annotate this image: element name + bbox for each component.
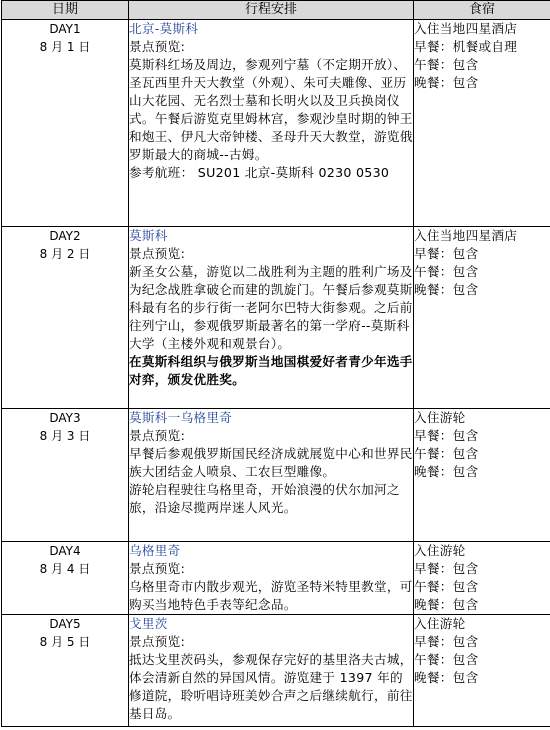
day-date: 8 月 2 日 [39,247,91,261]
plan-cell [129,615,414,727]
meals-cell [414,542,550,615]
route-title: 莫斯科 [129,228,168,243]
day-number: DAY5 [49,617,81,631]
day-date: 8 月 1 日 [39,40,91,54]
day-date: 8 月 5 日 [39,635,91,649]
preview-label: 景点预览: [129,428,186,443]
header-plan: 行程安排 [129,1,414,20]
flight-info: 参考航班： SU201 北京-莫斯科 0230 0530 [129,165,390,180]
lodging-text: 入住当地四星酒店 [414,228,518,243]
preview-label: 景点预览: [129,561,186,576]
day-date: 8 月 3 日 [39,429,91,443]
preview-label: 景点预览: [129,246,186,261]
preview-label: 景点预览: [129,634,186,649]
meals-cell [414,409,550,542]
plan-paragraph: 游轮启程驶往乌格里奇，开始浪漫的伏尔加河之旅，沿途尽揽两岸迷人风光。 [129,482,400,515]
lodging-text: 入住游轮 [414,543,466,558]
lodging-text: 入住游轮 [414,410,466,425]
highlight-text: 在莫斯科组织与俄罗斯当地国棋爱好者青少年选手对弈，颁发优胜奖。 [129,354,413,387]
lodging-text: 入住当地四星酒店 [414,21,518,36]
lunch-text: 午餐：包含 [414,446,479,461]
itinerary-table [1,0,550,727]
day-number: DAY4 [49,544,81,558]
route-title: 戈里茨 [129,616,168,631]
meals-cell [414,615,550,727]
breakfast-text: 早餐：包含 [414,561,479,576]
day-number: DAY2 [49,229,81,243]
dinner-text: 晚餐：包含 [414,464,479,479]
route-title: 乌格里奇 [129,543,181,558]
lunch-text: 午餐：包含 [414,57,479,72]
breakfast-text: 早餐：包含 [414,634,479,649]
breakfast-text: 早餐：包含 [414,246,479,261]
table-row [2,615,550,727]
day-cell [2,20,129,227]
plan-cell [129,227,414,409]
breakfast-text: 早餐：包含 [414,428,479,443]
lunch-text: 午餐：包含 [414,264,479,279]
dinner-text: 晚餐：包含 [414,670,479,685]
table-row [2,542,550,615]
dinner-text: 晚餐：包含 [414,75,479,90]
day-cell [2,615,129,727]
preview-label: 景点预览: [129,39,186,54]
dinner-text: 晚餐：包含 [414,282,479,297]
lunch-text: 午餐：包含 [414,579,479,594]
table-header-row [2,1,550,20]
plan-paragraph: 早餐后参观俄罗斯国民经济成就展览中心和世界民族大团结金人喷泉、工农巨型雕像。 [129,446,413,479]
route-title: 北京-莫斯科 [129,21,199,36]
lodging-text: 入住游轮 [414,616,466,631]
header-meals: 食宿 [414,1,550,20]
day-cell [2,409,129,542]
dinner-text: 晚餐：包含 [414,597,479,612]
plan-cell [129,409,414,542]
table-row [2,409,550,542]
plan-paragraph: 抵达戈里茨码头，参观保存完好的基里洛夫古城，体会清新自然的异国风情。游览建于 1397 年的修道院，聆听唱诗班美妙合声之后继续航行，前往基日岛。 [129,652,413,721]
meals-cell [414,227,550,409]
day-number: DAY1 [49,22,81,36]
table-row [2,227,550,409]
table-row [2,20,550,227]
breakfast-text: 早餐：机餐或自理 [414,39,518,54]
day-cell [2,542,129,615]
header-date: 日期 [2,1,129,20]
plan-paragraph: 乌格里奇市内散步观光，游览圣特米特里教堂，可购买当地特色手表等纪念品。 [129,579,413,612]
meals-cell [414,20,550,227]
plan-cell [129,542,414,615]
day-date: 8 月 4 日 [39,562,91,576]
plan-paragraph: 新圣女公墓，游览以二战胜利为主题的胜利广场及为纪念战胜拿破仑而建的凯旋门。午餐后参观莫斯科最有名的步行街一老阿尔巴特大街参观。之后前往列宁山，参观俄罗斯最著名的第一学府--莫斯科大学（主楼外观和观景台）。 [129,264,413,351]
plan-cell [129,20,414,227]
lunch-text: 午餐：包含 [414,652,479,667]
route-title: 莫斯科一乌格里奇 [129,410,233,425]
day-cell [2,227,129,409]
day-number: DAY3 [49,411,81,425]
plan-paragraph: 莫斯科红场及周边，参观列宁墓（不定期开放）、圣瓦西里升天大教堂（外观）、朱可夫雕像、亚历山大花园、无名烈士墓和长明火以及卫兵换岗仪式。午餐后游览克里姆林宫，参观沙皇时期的钟王和炮王、伊凡大帝钟楼、圣母升天大教堂，游览俄罗斯最大的商城--古姆。 [129,57,413,162]
